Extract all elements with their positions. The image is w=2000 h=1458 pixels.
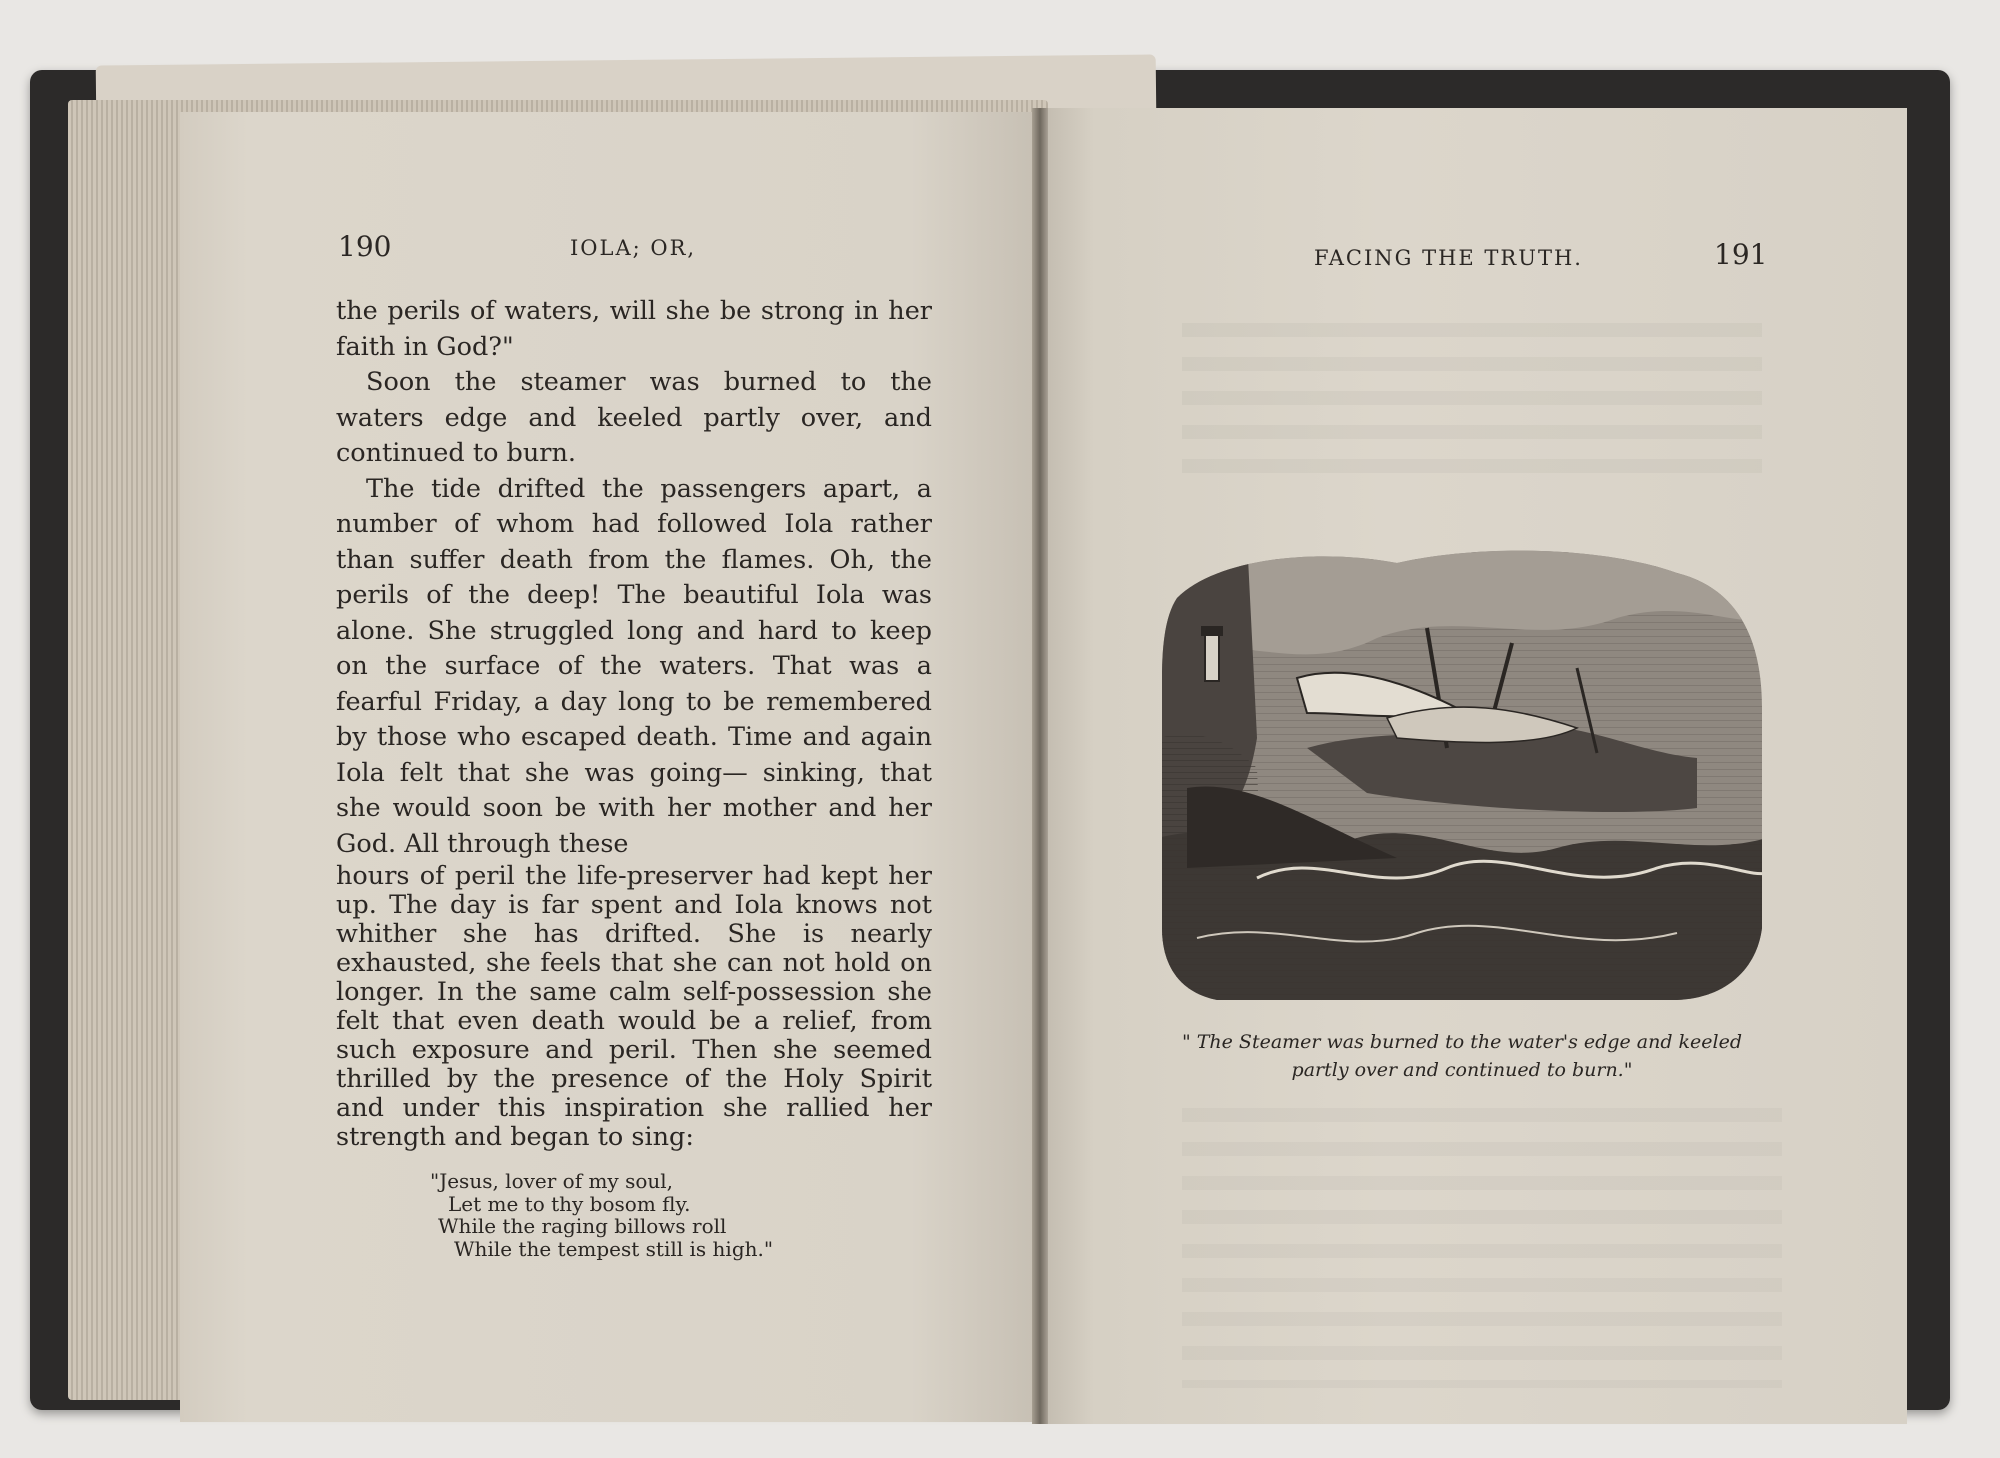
lighthouse xyxy=(1205,633,1219,681)
bleed-through-text-top xyxy=(1182,323,1762,473)
verse-line-1: "Jesus, lover of my soul, xyxy=(430,1169,674,1193)
paragraph-3-continued: hours of peril the life-preserver had kept her up. The day is far spent and Iola knows not whither she has drifted. She is nearly exhausted, she feels that she can not hold on longer. In the same calm self-possession she felt that even death would be a relief, from such exposure and peril. Then she seemed thrilled by the presence of the Holy Spirit and under this inspiration she rallied her strength and began to sing: xyxy=(336,861,932,1152)
right-page xyxy=(1042,108,1907,1424)
left-running-head: IOLA; OR, xyxy=(570,236,697,260)
paragraph-1: the perils of waters, will she be strong in her faith in God?" xyxy=(336,296,932,362)
left-page-number: 190 xyxy=(338,230,392,263)
right-page-number: 191 xyxy=(1714,238,1768,271)
right-running-head: FACING THE TRUTH. xyxy=(1314,246,1583,270)
hymn-verse xyxy=(430,1170,870,1260)
verse-line-4: While the tempest still is high." xyxy=(454,1236,774,1261)
verse-line-3: While the raging billows roll xyxy=(438,1214,727,1238)
caption-line-1: " The Steamer was burned to the water's edge and keeled xyxy=(1181,1031,1743,1053)
book-gutter xyxy=(1032,108,1048,1424)
verse-line-2: Let me to thy bosom fly. xyxy=(448,1191,691,1216)
paragraph-2: Soon the steamer was burned to the waters edge and keeled partly over, and continued to burn. xyxy=(336,367,932,468)
caption-line-2: partly over and continued to burn." xyxy=(1291,1059,1633,1081)
paragraph-3: The tide drifted the passengers apart, a number of whom had followed Iola rather than suffer death from the flames. Oh, the perils of the deep! The beautiful Iola was alone. She struggled long and hard to keep on the surface of the waters. That was a fearful Friday, a day long to be remembered by those who escaped death. Time and again Iola felt that she was going— sinking, that she would soon be with her mother and her God. All through these xyxy=(336,473,932,859)
left-page xyxy=(180,112,1040,1422)
shipwreck-illustration xyxy=(1157,538,1767,1008)
left-body-text xyxy=(336,294,932,1152)
illustration-caption xyxy=(1162,1028,1762,1084)
bleed-through-text-bottom xyxy=(1182,1108,1782,1388)
